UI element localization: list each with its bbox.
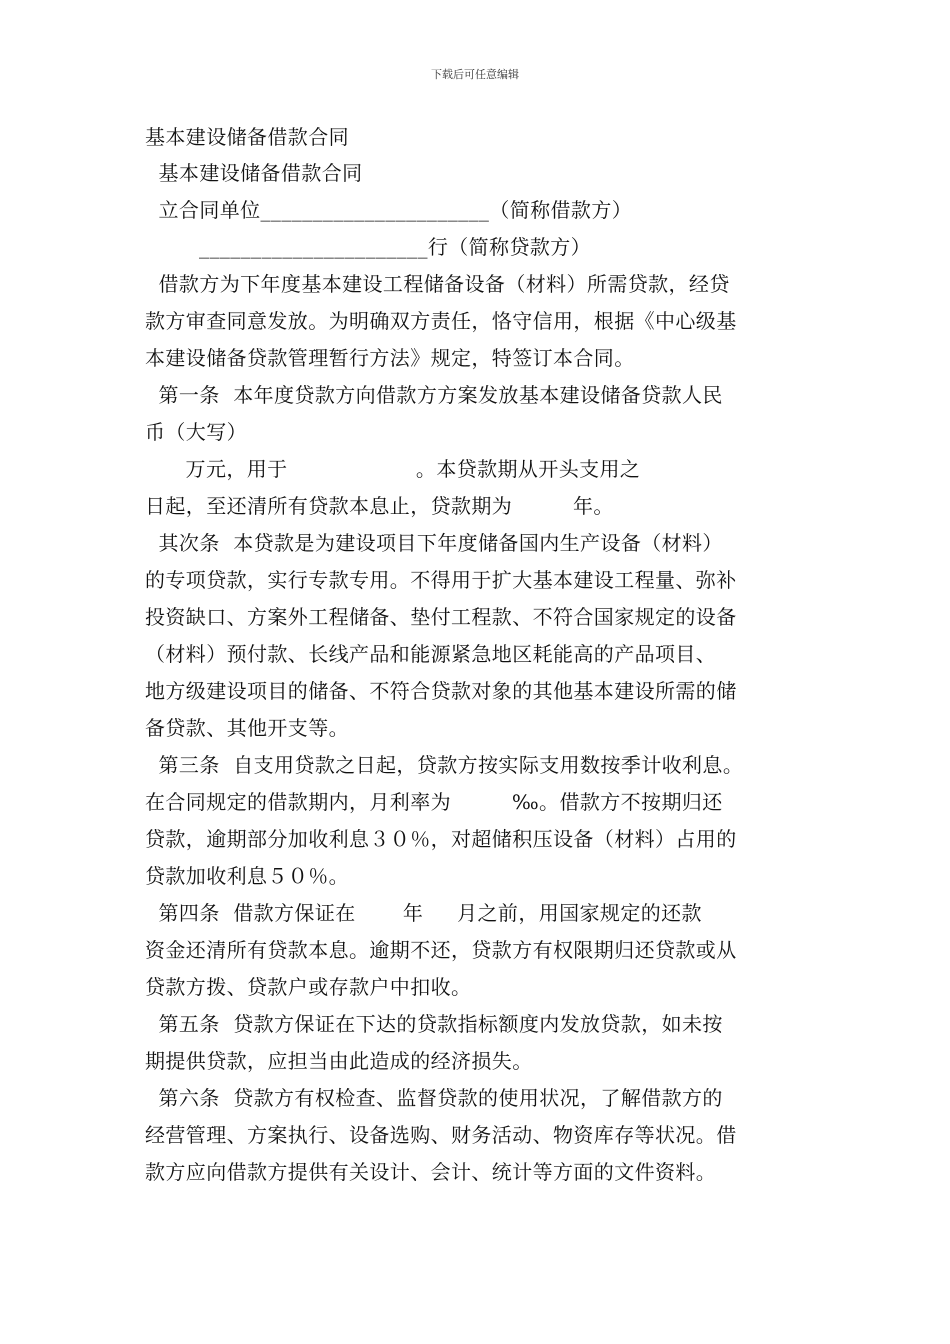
doc-subtitle: 基本建设储备借款合同 [145, 161, 363, 185]
text-line: 资金还清所有贷款本息。逾期不还，贷款方有权限期归还贷款或从 [145, 938, 737, 962]
lender-line: ______________________行（简称贷款方） [145, 235, 592, 259]
text-line: 币（大写） [145, 420, 247, 444]
text-line: 贷款，逾期部分加收利息３０％，对超储积压设备（材料）占用的 [145, 827, 737, 851]
article-6-line: 第六条 贷款方有权检查、监督贷款的使用状况，了解借款方的 [145, 1086, 723, 1110]
text-line: 备贷款、其他开支等。 [145, 716, 349, 740]
text-line: 贷款方拨、贷款户或存款户中扣收。 [145, 975, 472, 999]
text-line: 借款方为下年度基本建设工程储备设备（材料）所需贷款，经贷 [145, 272, 730, 296]
text-line: 投资缺口、方案外工程储备、垫付工程款、不符合国家规定的设备 [145, 605, 737, 629]
text-line: 经营管理、方案执行、设备选购、财务活动、物资库存等状况。借 [145, 1123, 737, 1147]
text-line: 日起，至还清所有贷款本息止，贷款期为 年。 [145, 494, 614, 518]
doc-title: 基本建设储备借款合同 [145, 125, 349, 149]
article-1-line: 第一条 本年度贷款方向借款方方案发放基本建设储备贷款人民 [145, 383, 723, 407]
article-3-line: 第三条 自支用贷款之日起，贷款方按实际支用数按季计收利息。 [145, 753, 744, 777]
text-line: 本建设储备贷款管理暂行方法》规定，特签订本合同。 [145, 346, 635, 370]
text-line: 在合同规定的借款期内，月利率为 ‰。借款方不按期归还 [145, 790, 723, 814]
text-line: 贷款加收利息５０％。 [145, 864, 349, 888]
text-line: 的专项贷款，实行专款专用。不得用于扩大基本建设工程量、弥补 [145, 568, 737, 592]
article-5-line: 第五条 贷款方保证在下达的贷款指标额度内发放贷款，如未按 [145, 1012, 723, 1036]
text-line: 期提供贷款，应担当由此造成的经济损失。 [145, 1049, 533, 1073]
text-line: 款方审查同意发放。为明确双方责任，恪守信用，根据《中心级基 [145, 309, 737, 333]
article-4-line: 第四条 借款方保证在 年 月之前，用国家规定的还款 [145, 901, 702, 925]
text-line: 款方应向借款方提供有关设计、会计、统计等方面的文件资料。 [145, 1160, 717, 1184]
text-line: （材料）预付款、长线产品和能源紧急地区耗能高的产品项目、 [145, 642, 717, 666]
borrower-line: 立合同单位______________________（简称借款方） [145, 198, 633, 222]
text-line: 地方级建设项目的储备、不符合贷款对象的其他基本建设所需的储 [145, 679, 737, 703]
text-line: 万元，用于 。本贷款期从开头支用之 [145, 457, 641, 481]
article-2-line: 其次条 本贷款是为建设项目下年度储备国内生产设备（材料） [145, 531, 723, 555]
header-note: 下载后可任意编辑 [431, 68, 519, 81]
